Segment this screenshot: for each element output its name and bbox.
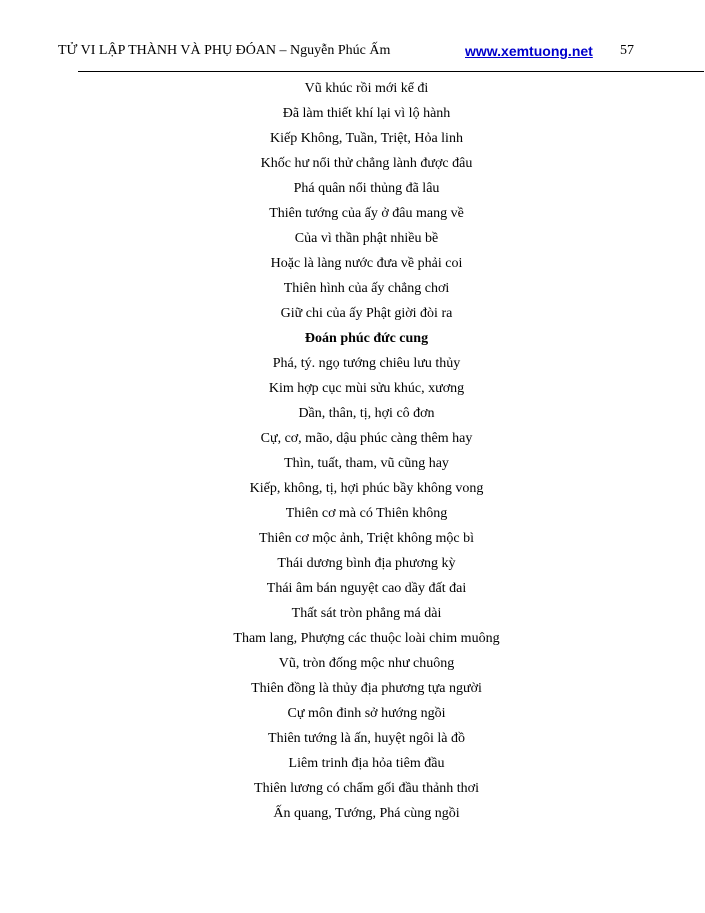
- verse-line: Kiếp, không, tị, hợi phúc bầy không vong: [249, 481, 484, 496]
- verse-line: Đã làm thiết khí lại vì lộ hành: [282, 106, 451, 121]
- verse-line: Liêm trinh địa hỏa tiêm đầu: [288, 756, 445, 771]
- verse-line: Thái âm bán nguyệt cao dầy đất đai: [266, 581, 467, 596]
- verse-line: Thiên tướng của ấy ở đâu mang về: [269, 206, 464, 221]
- verse-line: Kiếp Không, Tuần, Triệt, Hỏa linh: [270, 131, 463, 146]
- header-title: TỬ VI LẬP THÀNH VÀ PHỤ ĐÓAN – Nguyễn Phúc Ấm: [58, 43, 391, 58]
- verse-line: Thiên cơ mộc ảnh, Triệt không mộc bì: [258, 531, 475, 546]
- verse-line: Thái dương bình địa phương kỳ: [277, 556, 456, 571]
- website-link[interactable]: www.xemtuong.net: [465, 43, 593, 59]
- section-heading: Đoán phúc đức cung: [304, 331, 429, 346]
- verse-line: Phá quân nổi thủng đã lâu: [293, 181, 440, 196]
- verse-line: Của vì thần phật nhiều bề: [294, 231, 439, 246]
- verse-line: Thìn, tuất, tham, vũ cũng hay: [284, 456, 449, 471]
- verse-line: Thiên tướng là ấn, huyệt ngôi là đồ: [268, 731, 465, 746]
- verse-line: Vũ khúc rồi mới kể đi: [304, 81, 429, 96]
- page-number: 57: [620, 43, 634, 58]
- verse-line: Kim hợp cục mùi sửu khúc, xương: [268, 381, 465, 396]
- header-divider: [78, 71, 704, 72]
- verse-line: Thiên hình của ấy chẳng chơi: [283, 281, 450, 296]
- verse-line: Cự, cơ, mão, dậu phúc càng thêm hay: [260, 431, 473, 446]
- page-header: [58, 41, 658, 61]
- verse-line: Giữ chi của ấy Phật giời đòi ra: [280, 306, 453, 321]
- verse-line: Thiên lương có chẩm gối đầu thảnh thơi: [254, 781, 479, 796]
- verse-line: Vũ, tròn đống mộc như chuông: [278, 656, 455, 671]
- verse-line: Hoặc là làng nước đưa về phải coi: [270, 256, 463, 271]
- verse-line: Cự môn đinh sở hướng ngồi: [287, 706, 446, 721]
- verse-line: Thiên cơ mà có Thiên không: [285, 506, 448, 521]
- verse-line: Dần, thân, tị, hợi cô đơn: [298, 406, 435, 421]
- verse-line: Khốc hư nổi thử chẳng lành được đâu: [260, 156, 473, 171]
- verse-body: [0, 76, 705, 826]
- verse-line: Thiên đồng là thủy địa phương tựa người: [251, 681, 482, 696]
- verse-line: Tham lang, Phượng các thuộc loài chim muông: [233, 631, 500, 646]
- verse-line: Ấn quang, Tướng, Phá cùng ngồi: [273, 806, 460, 821]
- verse-line: Thất sát tròn phẳng má dài: [291, 606, 442, 621]
- verse-line: Phá, tý. ngọ tướng chiêu lưu thủy: [272, 356, 461, 371]
